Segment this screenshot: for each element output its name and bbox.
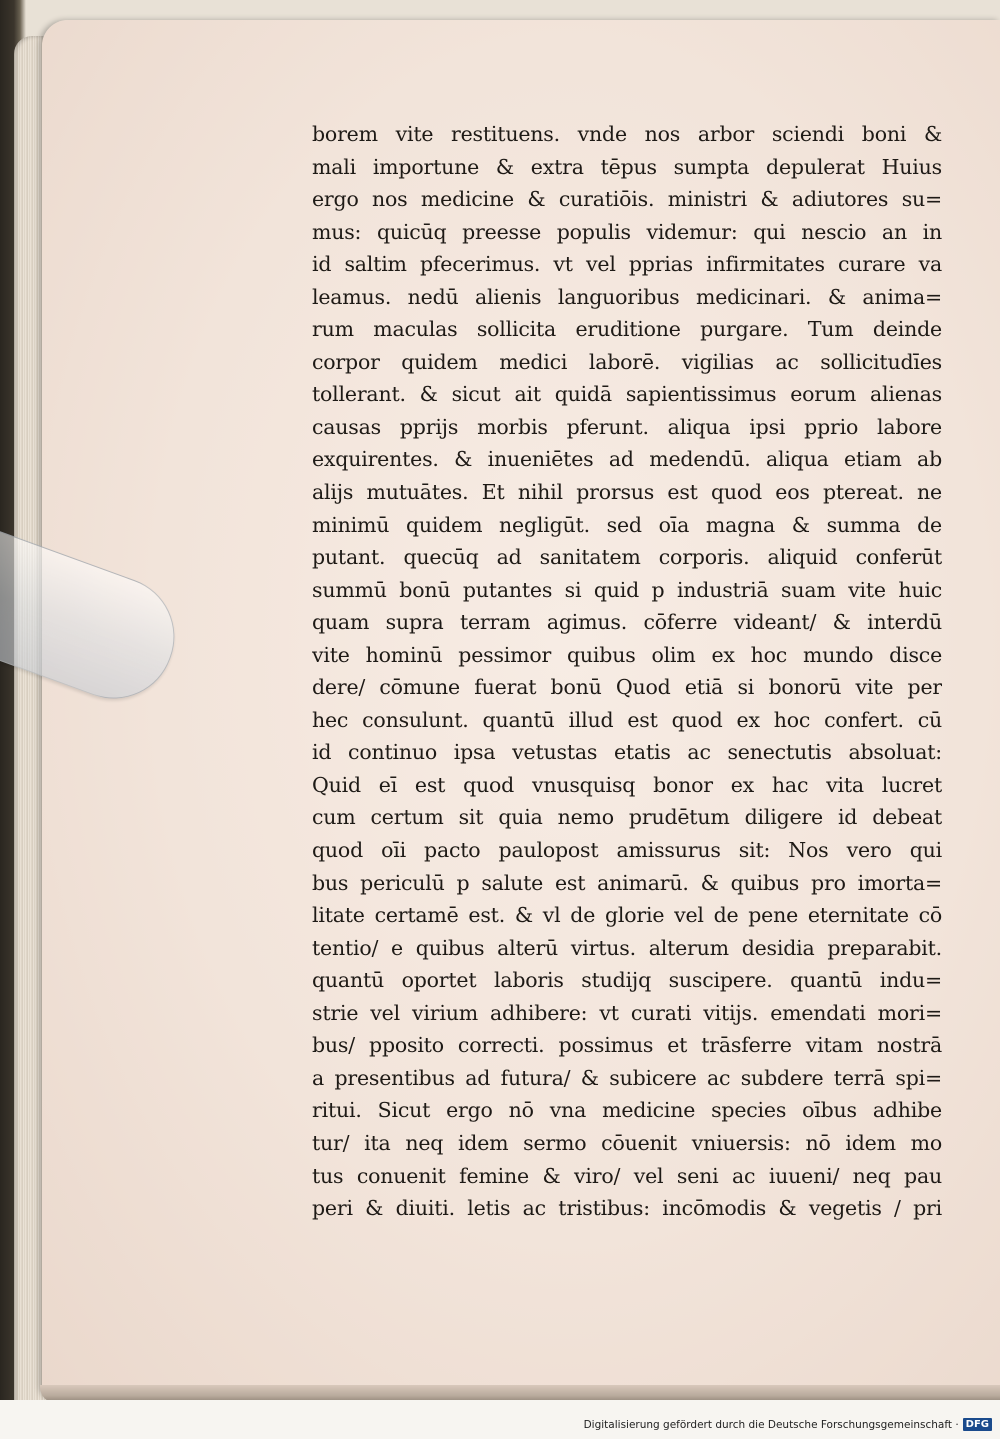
text-line: ritui. Sicut ergo nō vna medicine species oībus adhibe <box>312 1098 942 1123</box>
text-line: bus periculū p salute est animarū. & quibus pro imorta= <box>312 870 942 895</box>
text-line: tentio/ e quibus alterū virtus. alterum desidia preparabit. <box>312 935 942 960</box>
dfg-logo: DFG <box>963 1418 992 1431</box>
text-line: id continuo ipsa vetustas etatis ac senectutis absoluat: <box>312 740 942 765</box>
text-line: minimū quidem negligūt. sed oīa magna & summa de <box>312 512 942 537</box>
text-line: causas pprijs morbis pferunt. aliqua ipsi pprio labore <box>312 414 942 439</box>
text-line: tus conuenit femine & viro/ vel seni ac iuueni/ neq pau <box>312 1163 942 1188</box>
printed-text-block <box>312 118 942 1225</box>
text-line: peri & diuiti. letis ac tristibus: incōmodis & vegetis / pri <box>312 1196 942 1221</box>
text-line: quantū oportet laboris studijq suscipere. quantū indu= <box>312 968 942 993</box>
text-line: alijs mutuātes. Et nihil prorsus est quod eos ptereat. ne <box>312 480 942 505</box>
text-line: vite hominū pessimor quibus olim ex hoc mundo disce <box>312 642 942 667</box>
text-line: summū bonū putantes si quid p industriā suam vite huic <box>312 577 942 602</box>
text-line: dere/ cōmune fuerat bonū Quod etiā si bonorū vite per <box>312 675 942 700</box>
text-line: cum certum sit quia nemo prudētum diligere id debeat <box>312 805 942 830</box>
text-line: mali importune & extra tēpus sumpta depulerat Huius <box>312 154 942 179</box>
text-line: mus: quicūq preesse populis videmur: qui nescio an in <box>312 219 942 244</box>
text-line: leamus. nedū alienis languoribus medicinari. & anima= <box>312 284 942 309</box>
text-line: ergo nos medicine & curatiōis. ministri & adiutores su= <box>312 187 942 212</box>
text-line: litate certamē est. & vl de glorie vel de pene eternitate cō <box>312 903 942 928</box>
text-line: tur/ ita neq idem sermo cōuenit vniuersis: nō idem mo <box>312 1130 942 1155</box>
text-line: hec consulunt. quantū illud est quod ex hoc confert. cū <box>312 707 942 732</box>
text-line: strie vel virium adhibere: vt curati vitijs. emendati mori= <box>312 1000 942 1025</box>
text-line: corpor quidem medici laborē. vigilias ac sollicitudīes <box>312 349 942 374</box>
text-line: putant. quecūq ad sanitatem corporis. aliquid conferūt <box>312 545 942 570</box>
text-line: id saltim pfecerimus. vt vel pprias infirmitates curare va <box>312 252 942 277</box>
text-line: rum maculas sollicita eruditione purgare. Tum deinde <box>312 317 942 342</box>
text-line: Quid eī est quod vnusquisq bonor ex hac vita lucret <box>312 772 942 797</box>
text-line: quod oīi pacto paulopost amissurus sit: Nos vero qui <box>312 838 942 863</box>
digitization-credit <box>584 1418 992 1431</box>
text-line: borem vite restituens. vnde nos arbor sciendi boni & <box>312 122 942 146</box>
credit-text: Digitalisierung gefördert durch die Deutsche Forschungsgemeinschaft · <box>583 1418 959 1431</box>
text-line: tollerant. & sicut ait quidā sapientissimus eorum alienas <box>312 382 942 407</box>
text-line: quam supra terram agimus. cōferre videant/ & interdū <box>312 610 942 635</box>
text-line: a presentibus ad futura/ & subicere ac subdere terrā spi= <box>312 1065 942 1090</box>
text-line: exquirentes. & inueniētes ad medendū. aliqua etiam ab <box>312 447 942 472</box>
text-line: bus/ pposito correcti. possimus et trāsferre vitam nostrā <box>312 1033 942 1058</box>
